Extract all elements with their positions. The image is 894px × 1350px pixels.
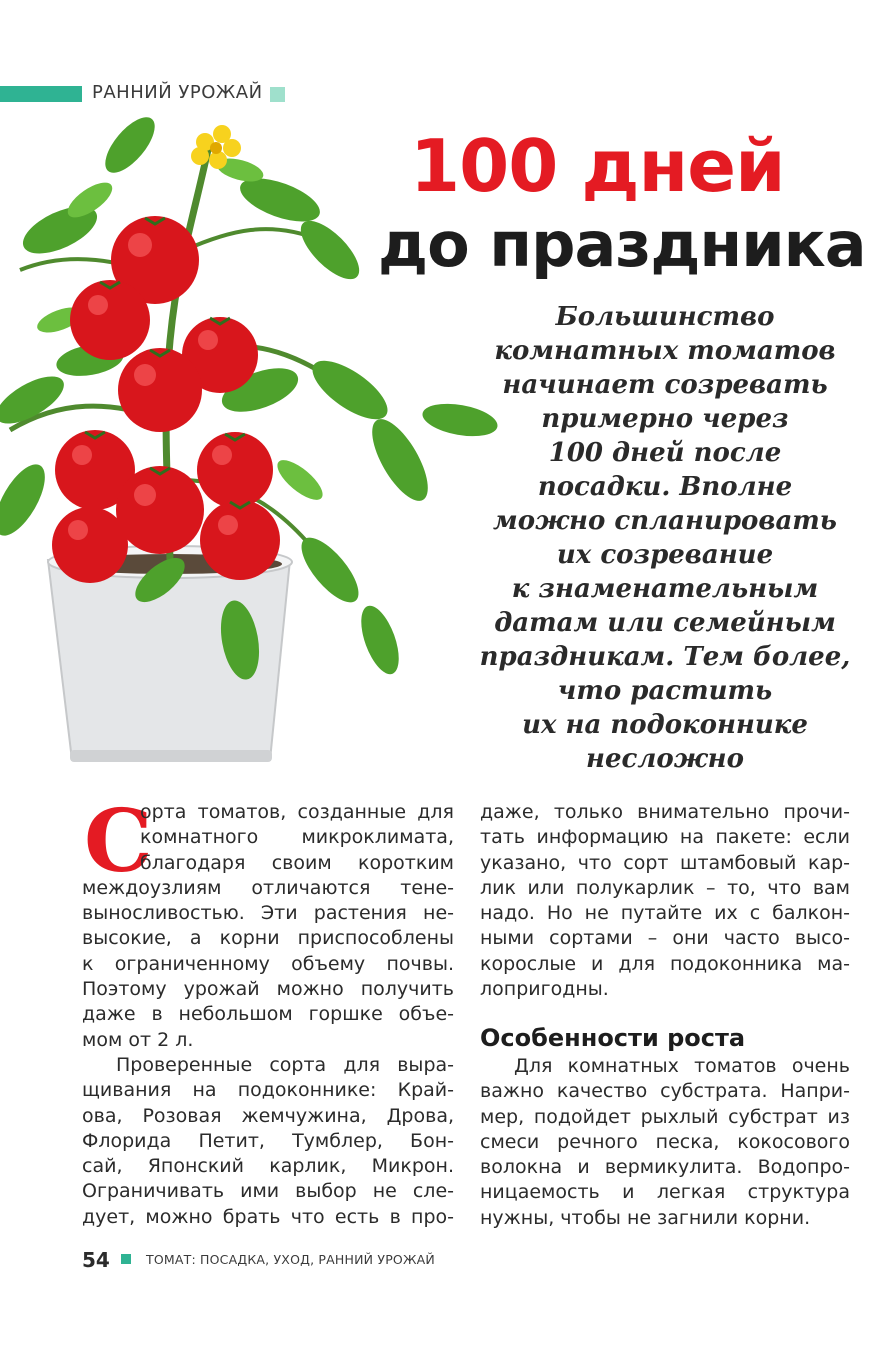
- lead-line: их на подоконнике: [522, 710, 808, 740]
- text-line: мом от 2 л.: [82, 1028, 194, 1051]
- footer-accent-square: [121, 1254, 131, 1264]
- text-line: щивания на подоконнике: Край-: [82, 1079, 454, 1102]
- running-title: ТОМАТ: ПОСАДКА, УХОД, РАННИЙ УРОЖАЙ: [146, 1252, 435, 1267]
- lead-line: что растить: [557, 676, 773, 706]
- text-line: даже, только внимательно прочи-: [480, 801, 850, 823]
- lead-line: посадки. Вполне: [537, 472, 793, 502]
- text-line: Ограничивать ими выбор не сле-: [82, 1180, 454, 1203]
- lead-line: их созревание: [556, 540, 774, 570]
- text-line: междоузлиям отличаются тене-: [82, 876, 454, 899]
- text-line: лопригодны.: [480, 978, 609, 1001]
- lead-line: начинает созревать: [502, 370, 828, 400]
- text-line: ными сортами – они часто высо-: [480, 927, 850, 950]
- text-line: мер, подойдет рыхлый субстрат из: [480, 1105, 850, 1128]
- text-line: смеси речного песка, кокосового: [480, 1130, 850, 1153]
- text-line: лик или полукарлик – то, что вам: [480, 876, 850, 899]
- lead-line: к знаменательным: [511, 574, 819, 604]
- text-line: ова, Розовая жемчужина, Дрова,: [82, 1104, 454, 1127]
- section-subheading: Особенности роста: [480, 1024, 746, 1052]
- lead-paragraph: [470, 300, 860, 776]
- text-line: указано, что сорт штамбовый кар-: [480, 851, 850, 874]
- lead-line: Большинство: [555, 302, 775, 332]
- text-line: выносливостью. Эти растения не-: [82, 902, 454, 925]
- text-line: важно качество субстрата. Напри-: [480, 1080, 850, 1103]
- text-line: орта томатов, созданные для: [140, 801, 454, 823]
- page-number: 54: [82, 1248, 110, 1272]
- article-column-3: [480, 1054, 850, 1231]
- tomato-plant-in-pot-icon: [0, 100, 520, 780]
- text-line: волокна и вермикулита. Водопро-: [480, 1156, 850, 1179]
- text-line: сай, Японский карлик, Микрон.: [82, 1155, 454, 1178]
- text-line: Для комнатных томатов очень: [514, 1055, 850, 1077]
- lead-line: датам или семейным: [494, 608, 836, 638]
- article-column-2: [480, 800, 850, 1002]
- text-line: Флорида Петит, Тумблер, Бон-: [82, 1129, 454, 1152]
- page-title-line2: до праздника: [378, 208, 866, 281]
- text-line: надо. Но не путайте их с балкон-: [480, 902, 850, 925]
- text-line: к ограниченному объему почвы.: [82, 952, 454, 975]
- text-line: Поэтому урожай можно получить: [82, 978, 454, 1001]
- lead-line: 100 дней после: [548, 438, 782, 468]
- text-line: Проверенные сорта для выра-: [116, 1053, 454, 1076]
- text-line: благодаря своим коротким: [140, 851, 454, 874]
- text-line: ницаемость и легкая структура: [480, 1181, 850, 1204]
- text-line: дует, можно брать что есть в про-: [82, 1205, 454, 1228]
- lead-line: можно спланировать: [493, 506, 837, 536]
- text-line: тать информацию на пакете: если: [480, 826, 850, 849]
- text-line: даже в небольшом горшке объе-: [82, 1003, 454, 1026]
- text-line: высокие, а корни приспособлены: [82, 927, 454, 950]
- lead-line: несложно: [586, 744, 744, 774]
- text-line: комнатного микроклимата,: [140, 826, 454, 849]
- section-label: РАННИЙ УРОЖАЙ: [92, 82, 263, 103]
- lead-line: примерно через: [541, 404, 789, 434]
- drop-cap: С: [84, 791, 153, 892]
- lead-line: праздникам. Тем более,: [479, 642, 851, 672]
- text-line: корослые и для подоконника ма-: [480, 952, 850, 975]
- text-line: нужны, чтобы не загнили корни.: [480, 1206, 811, 1229]
- page-title-line1: 100 дней: [410, 124, 785, 208]
- lead-line: комнатных томатов: [494, 336, 836, 366]
- article-column-1: [82, 791, 454, 1230]
